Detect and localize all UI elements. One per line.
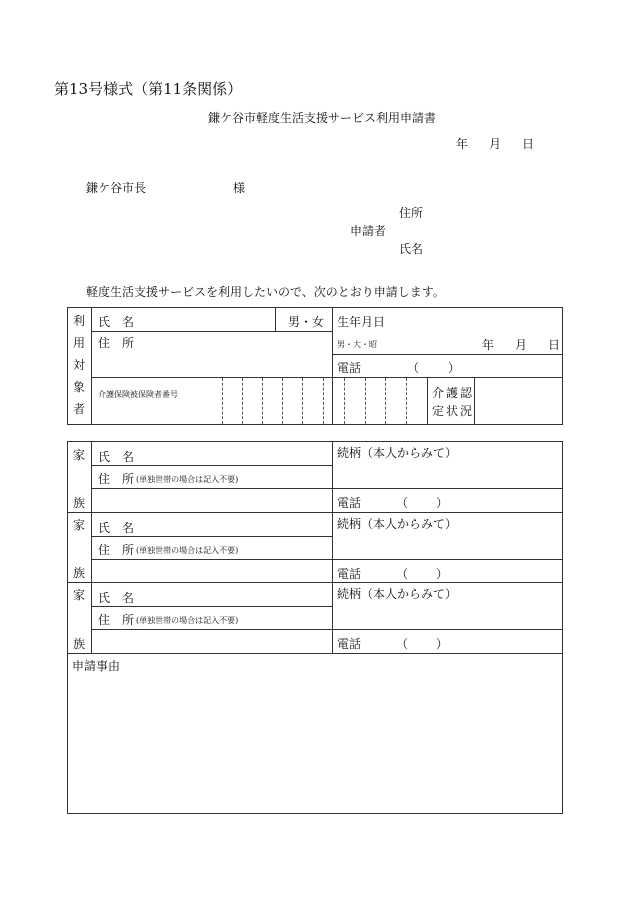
care-status-label-1: 介護認 bbox=[432, 386, 475, 400]
insurance-number-label: 介護保険被保険者番号 bbox=[98, 390, 178, 399]
target-birth-label: 生年月日 bbox=[337, 315, 386, 329]
target-era-options: 男・大・昭 bbox=[337, 340, 377, 349]
target-birth-month: 月 bbox=[515, 338, 528, 352]
target-birth-day: 日 bbox=[548, 338, 561, 352]
application-reason-label: 申請事由 bbox=[72, 659, 121, 673]
family-1-paren-open: （ bbox=[396, 496, 409, 510]
family-1-paren-close: ） bbox=[436, 496, 449, 510]
family-3-relation-label: 続柄（本人からみて） bbox=[337, 587, 458, 601]
application-statement: 軽度生活支援サービスを利用したいので、次のとおり申請します。 bbox=[86, 285, 445, 299]
family-table bbox=[67, 441, 563, 814]
care-status-label-2: 定状況 bbox=[432, 404, 475, 418]
family-3-address-label: 住 所 bbox=[98, 613, 135, 627]
family-3-address-note: (単独世帯の場合は記入不要) bbox=[136, 616, 239, 625]
date-year-label: 年 bbox=[456, 137, 469, 151]
family-2-relation-label: 続柄（本人からみて） bbox=[337, 517, 458, 531]
family-1-side-bottom: 族 bbox=[73, 496, 86, 510]
family-3-phone-label: 電話 bbox=[337, 637, 362, 651]
target-phone-label: 電話 bbox=[337, 361, 362, 375]
family-1-side-top: 家 bbox=[73, 448, 86, 462]
family-2-side-top: 家 bbox=[73, 518, 86, 532]
target-side-label: 利 用 対 象 者 bbox=[72, 314, 85, 416]
family-2-name-label: 氏 名 bbox=[98, 521, 135, 535]
applicant-name-label: 氏名 bbox=[399, 242, 424, 256]
family-3-paren-close: ） bbox=[436, 637, 449, 651]
family-2-paren-open: （ bbox=[396, 567, 409, 581]
family-3-side-top: 家 bbox=[73, 588, 86, 602]
applicant-address-label: 住所 bbox=[399, 206, 424, 220]
addressee: 鎌ケ谷市長 bbox=[86, 181, 147, 195]
target-gender-label: 男・女 bbox=[288, 315, 325, 329]
date-month-label: 月 bbox=[489, 137, 502, 151]
target-birth-year: 年 bbox=[482, 338, 495, 352]
addressee-honorific: 様 bbox=[233, 181, 246, 195]
form-title: 鎌ケ谷市軽度生活支援サービス利用申請書 bbox=[208, 111, 437, 125]
family-2-phone-label: 電話 bbox=[337, 567, 362, 581]
date-day-label: 日 bbox=[522, 137, 535, 151]
family-2-side-bottom: 族 bbox=[73, 566, 86, 580]
family-1-name-label: 氏 名 bbox=[98, 450, 135, 464]
target-phone-paren-close: ） bbox=[448, 361, 461, 375]
target-phone-paren-open: （ bbox=[407, 361, 420, 375]
applicant-label: 申請者 bbox=[350, 224, 387, 238]
family-2-address-label: 住 所 bbox=[98, 543, 135, 557]
family-3-side-bottom: 族 bbox=[73, 637, 86, 651]
family-3-name-label: 氏 名 bbox=[98, 591, 135, 605]
target-name-label: 氏 名 bbox=[98, 315, 135, 329]
family-1-address-label: 住 所 bbox=[98, 472, 135, 486]
family-1-relation-label: 続柄（本人からみて） bbox=[337, 446, 458, 460]
family-1-phone-label: 電話 bbox=[337, 496, 362, 510]
family-3-paren-open: （ bbox=[396, 637, 409, 651]
target-address-label: 住 所 bbox=[98, 336, 135, 350]
form-number: 第13号様式（第11条関係） bbox=[54, 80, 243, 98]
family-2-address-note: (単独世帯の場合は記入不要) bbox=[136, 546, 239, 555]
family-2-paren-close: ） bbox=[436, 567, 449, 581]
family-1-address-note: (単独世帯の場合は記入不要) bbox=[136, 475, 239, 484]
